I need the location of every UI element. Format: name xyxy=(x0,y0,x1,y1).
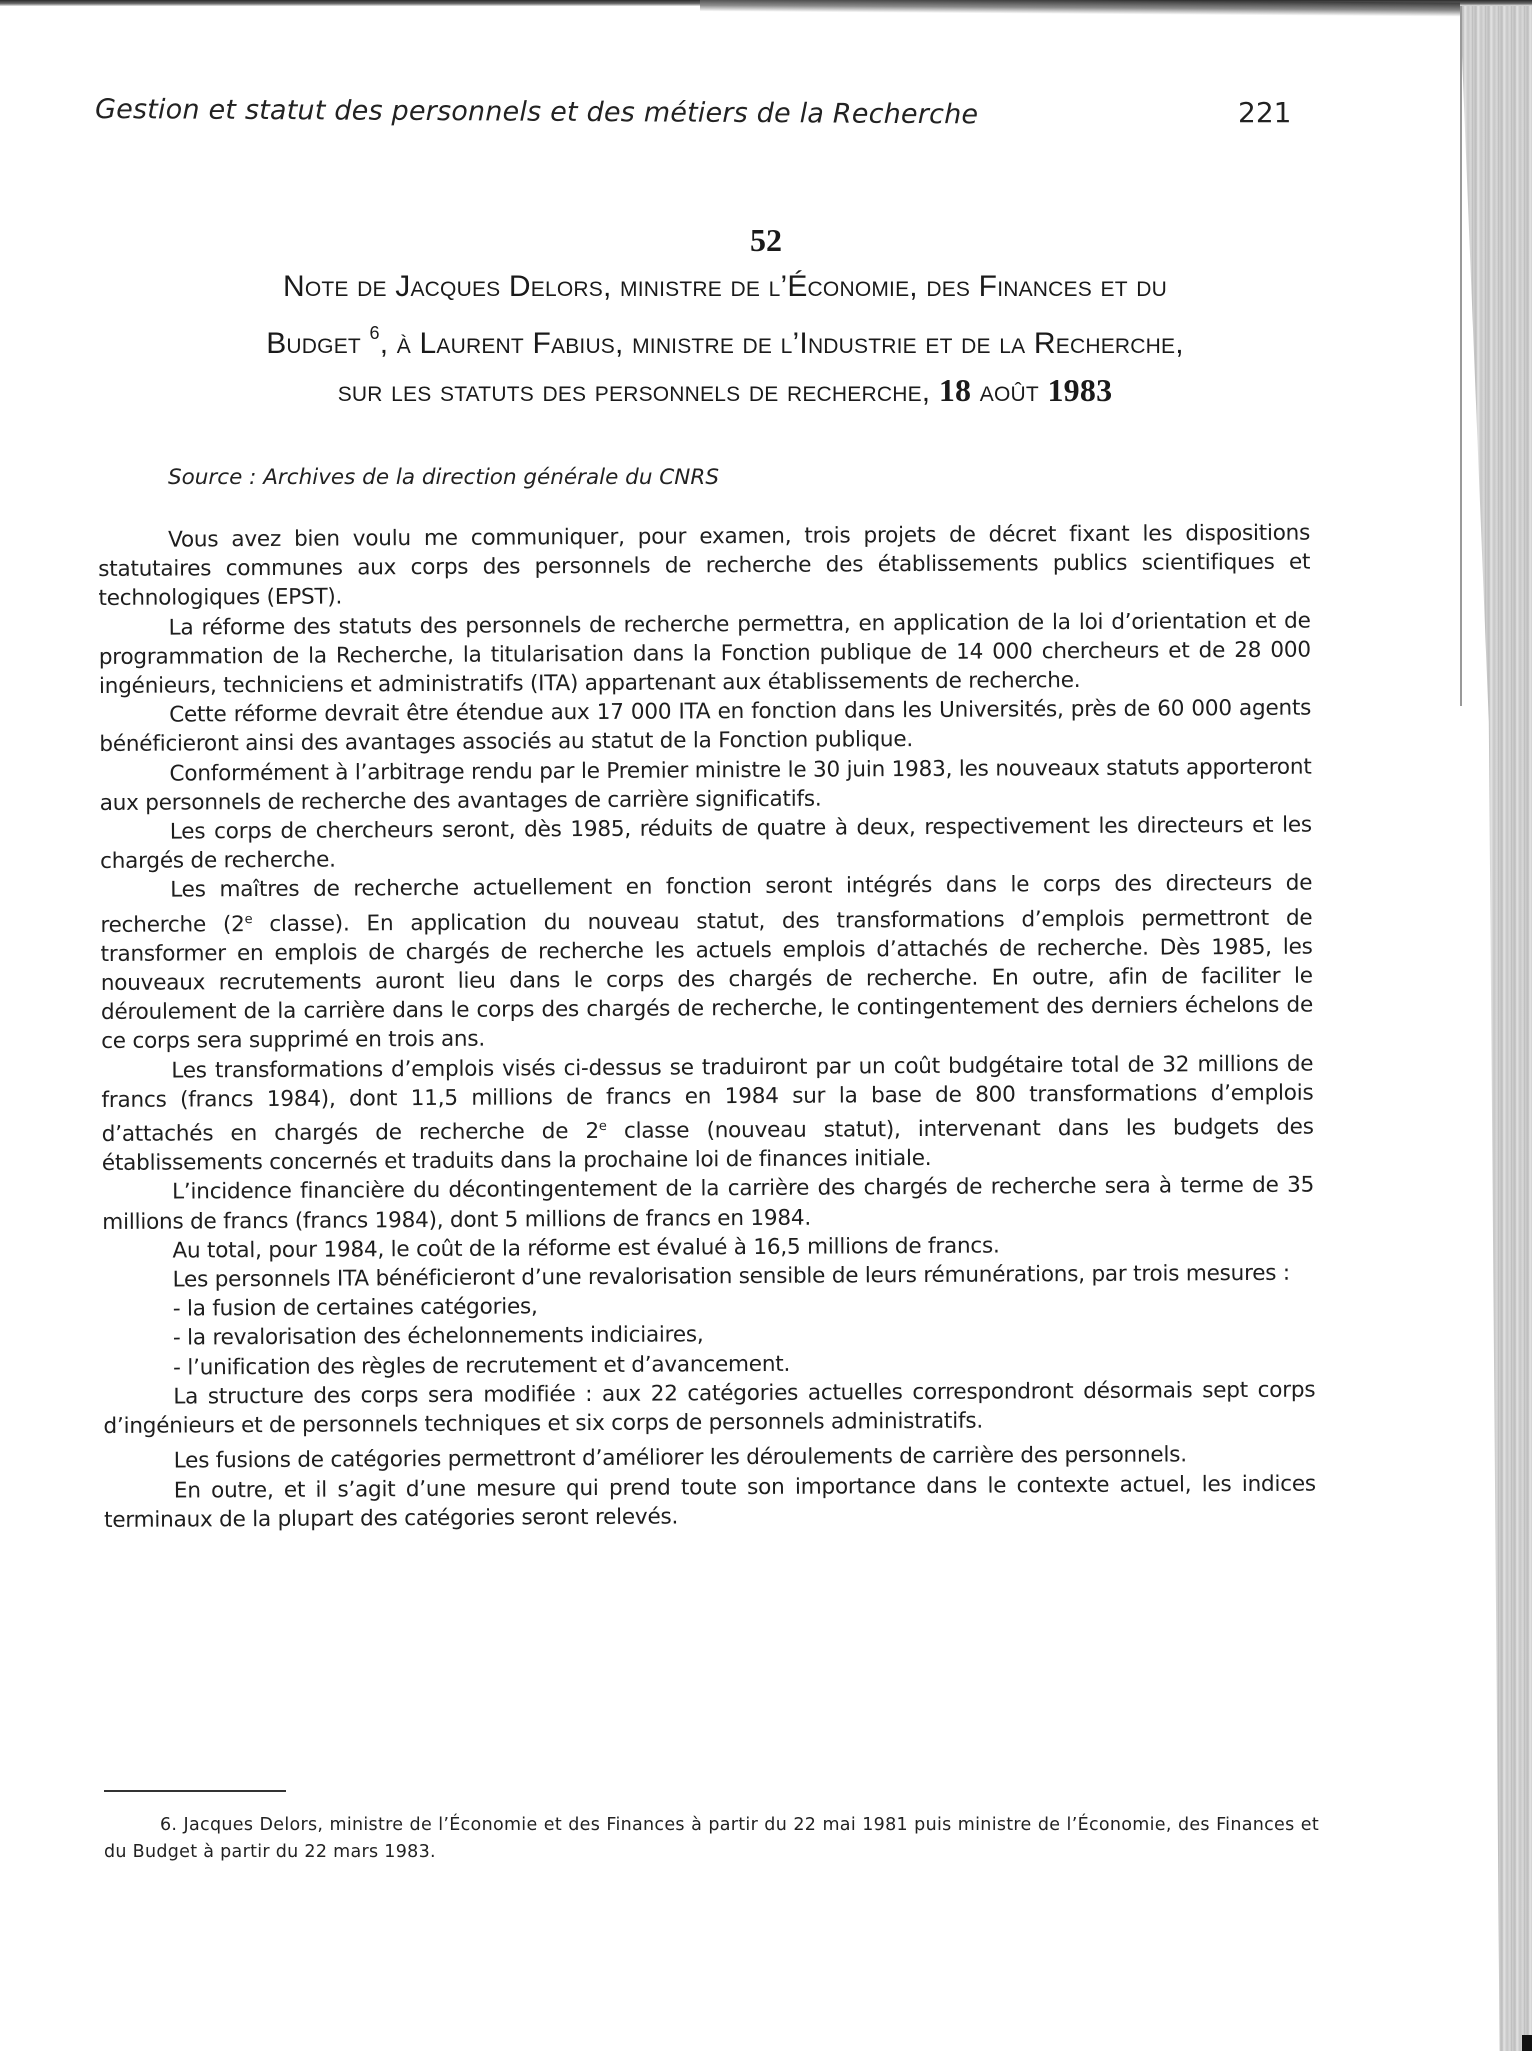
paragraph: La structure des corps sera modifiée : aux 22 catégories actuelles correspondront désormais sept corps d’ingénieurs et de personnels techniques et six corps de personnels administratifs. xyxy=(103,1377,1316,1440)
title-line-3 xyxy=(125,367,1325,415)
document-number: 52 xyxy=(750,222,782,258)
title-month: août xyxy=(971,375,1048,408)
title-line-2 xyxy=(125,310,1325,367)
footnote-ref-6[interactable]: 6 xyxy=(369,323,380,343)
paragraph: L’incidence financière du décontingentement de la carrière des chargés de recherche sera à terme de 35 millions de francs (francs 1984), dont 5 millions de francs en 1984. xyxy=(102,1173,1315,1235)
paragraph: La réforme des statuts des personnels de recherche permettra, en application de la loi d’orientation et de programmation de la Recherche, la titularisation dans la Fonction publique de 14 000 chercheurs et de 28 000 ingénieurs, techniciens et administratifs (ITA) appartenant aux établissements de recherche. xyxy=(98,608,1311,700)
source-line: Source : Archives de la direction générale du CNRS xyxy=(168,465,719,490)
paragraph: Les fusions de catégories permettront d’améliorer les déroulements de carrière des personnels. xyxy=(173,1442,1187,1474)
paragraph-text: Les maîtres de recherche actuellement en fonction seront intégrés dans le corps des directeurs de recherche (2 xyxy=(100,871,1313,938)
footnote-text: Jacques Delors, ministre de l’Économie et des Finances à partir du 22 mai 1981 puis ministre de l’Économie, des Finances et du Budget à partir du 22 mars 1983. xyxy=(104,1815,1319,1862)
paragraph: En outre, et il s’agit d’une mesure qui prend toute son importance dans le contexte actuel, les indices terminaux de la plupart des catégories seront relevés. xyxy=(103,1471,1316,1533)
title-budget: Budget xyxy=(266,327,361,360)
footnote-number: 6. xyxy=(160,1815,178,1835)
body-text xyxy=(98,519,1316,1535)
measures-list xyxy=(103,1288,1316,1383)
title-line-2-rest: , à Laurent Fabius, ministre de l’Industrie et de la Recherche, xyxy=(379,327,1184,360)
paragraph-text: classe (nouveau statut), intervenant dans les budgets des établissements concernés et traduits dans la prochaine loi de finances initiale. xyxy=(101,1114,1314,1177)
list-item: - l’unification des règles de recrutement et d’avancement. xyxy=(173,1351,791,1381)
paragraph xyxy=(100,869,1313,1057)
list-item: - la fusion de certaines catégories, xyxy=(172,1294,538,1322)
paragraph: Au total, pour 1984, le coût de la réforme est évalué à 16,5 millions de francs. xyxy=(172,1233,1000,1264)
ordinal-sup: e xyxy=(244,911,253,927)
running-head-title: Gestion et statut des personnels et des métiers de la Recherche xyxy=(94,94,979,131)
footnote-6 xyxy=(104,1812,1319,1866)
page-gutter-line xyxy=(1460,6,1462,706)
paragraph: Cette réforme devrait être étendue aux 17 000 ITA en fonction dans les Universités, près de 60 000 agents bénéficieront ainsi des avantages associés au statut de la Fonction publique. xyxy=(99,695,1312,758)
scanner-corner-shadow xyxy=(1522,2035,1532,2051)
paragraph: Vous avez bien voulu me communiquer, pour examen, trois projets de décret fixant les dispositions statutaires communes aux corps des personnels de recherche des établissements publics scientifiques et technologiques (EPST). xyxy=(98,520,1311,612)
footnote-divider xyxy=(104,1790,286,1792)
paragraph-text: Les transformations d’emplois visés ci-dessus se traduiront par un coût budgétaire total de 32 millions de francs (francs 1984), dont 11,5 millions de francs en 1984 sur la base de 800 transformations d’emplois d’attachés en chargés de recherche de 2 xyxy=(101,1051,1314,1148)
paragraph: Conformément à l’arbitrage rendu par le Premier ministre le 30 juin 1983, les nouveaux statuts apporteront aux personnels de recherche des avantages de carrière significatifs. xyxy=(99,754,1312,816)
book-page-stack-edge xyxy=(1460,6,1532,2051)
paragraph xyxy=(101,1049,1314,1178)
paragraph: Les corps de chercheurs seront, dès 1985, réduits de quatre à deux, respectivement les directeurs et les chargés de recherche. xyxy=(99,812,1312,875)
title-line-3-text: sur les statuts des personnels de recherche, xyxy=(337,375,939,408)
title-year: 1983 xyxy=(1047,372,1113,408)
scanner-top-edge-shadow xyxy=(700,0,1460,17)
page-number: 221 xyxy=(1238,96,1292,129)
paragraph-text: classe). En application du nouveau statut, des transformations d’emplois permettront de transformer en emplois de chargés de recherche les actuels emplois d’attachés de recherche. Dès 1985, les nouveaux recrutements auront lieu dans le corps des chargés de recherche. En outre, afin de faciliter le déroulement de la carrière dans le corps des chargés de recherche, le contingentement des derniers échelons de ce corps sera supprimé en trois ans. xyxy=(100,905,1314,1055)
ordinal-sup: e xyxy=(598,1118,607,1135)
paragraph: Les personnels ITA bénéficieront d’une revalorisation sensible de leurs rémunérations, par trois mesures : xyxy=(172,1260,1290,1293)
title-day: 18 xyxy=(938,372,972,408)
list-item: - la revalorisation des échelonnements indiciaires, xyxy=(172,1322,704,1352)
title-line-1: Note de Jacques Delors, ministre de l’Économie, des Finances et du xyxy=(283,270,1167,303)
document-title xyxy=(125,264,1325,415)
